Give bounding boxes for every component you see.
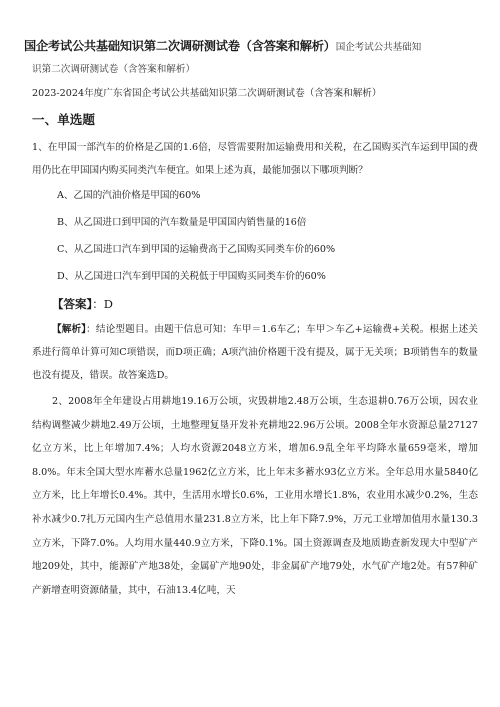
document-subtitle: 2023-2024年度广东省国企考试公共基础知识第二次调研测试卷（含答案和解析） xyxy=(32,88,382,99)
section-heading: 一、单选题 xyxy=(32,112,95,127)
title-repeat-continued: 识第二次调研测试卷（含答案和解析） xyxy=(32,64,196,75)
answer-label: 【答案】 xyxy=(52,297,93,311)
analysis-text: ：结论型题目。由题干信息可知：车甲＝1.6车乙；车甲＞车乙+运输费+关税。根据上述关系进行简单计算可知C项错误，而D项正确；A项汽油价格题干没有提及，属于无关项；B项销售车的数量也没有提及，错误。故答案选D。 xyxy=(32,324,478,381)
title-main: 国企考试公共基础知识第二次调研测试卷（含答案和解析） xyxy=(24,39,336,53)
question-1-answer xyxy=(24,292,478,316)
question-1-option-a: A、乙国的汽油价格是甲国的60% xyxy=(57,190,201,201)
question-1-analysis xyxy=(24,318,478,387)
title-repeat: 国企考试公共基础知 xyxy=(335,42,422,53)
analysis-label: 【解析】 xyxy=(52,324,87,335)
question-1-option-c: C、从乙国进口汽车到甲国的运输费高于乙国购买同类车价的60% xyxy=(57,244,336,255)
question-2-text: 2、2008年全年建设占用耕地19.16万公顷，灾毁耕地2.48万公顷，生态退耕0.76万公顷，因农业结构调整减少耕地2.49万公顷，土地整理复垦开发补充耕地22.96万公顷。2008全年水资源总量27127亿立方米，比上年增加7.4%；人均水资源2048立方米，增加6.9乱全年平均降水量659毫米，增加8.0%。年末全国大型水库蓄水总量1962亿立方米，比上年末多蓄水93亿立方米。全年总用水量5840亿立方米，比上年增长0.4%。其中，生活用水增长0.6%，工业用水增长1.8%，农业用水减少0.2%，生态补水减少0.7扎万元国内生产总值用水量231.8立方米，比上年下降7.9%，万元工业增加值用水量130.3立方米，下降7.0%。人均用水量440.9立方米，下降0.1%。国土资源调查及地质勘查新发现大中型矿产地209处，其中，能源矿产地38处，金属矿产地90处，非金属矿产地79处，水气矿产地2处。有57种矿产新增查明资源储量，其中，石油13.4亿吨，天 xyxy=(32,396,478,596)
question-1-stem: 1、在甲国一部汽车的价格是乙国的1.6倍，尽管需要附加运输费用和关税，在乙国购买汽车运到甲国的费用仍比在甲国国内购买同类汽车便宜。如果上述为真，最能加强以下哪项判断？ xyxy=(32,142,478,176)
answer-value: ：D xyxy=(92,297,113,311)
question-1-option-d: D、从乙国进口汽车到甲国的关税低于甲国购买同类车价的60% xyxy=(57,271,326,282)
question-1-option-b: B、从乙国进口到甲国的汽车数量是甲国国内销售量的16倍 xyxy=(57,217,307,228)
document-title xyxy=(24,34,478,60)
